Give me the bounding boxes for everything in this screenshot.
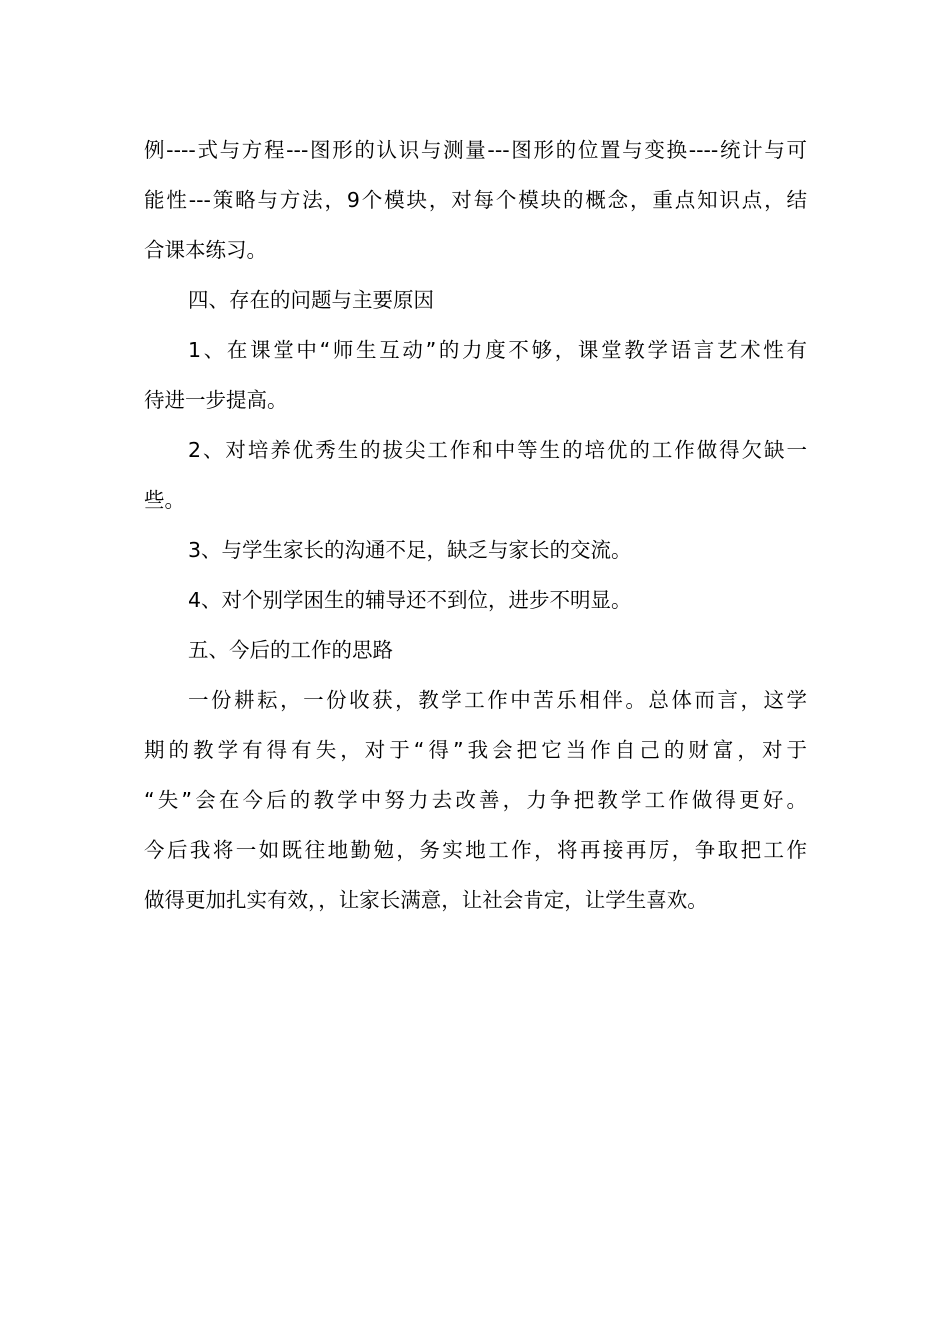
text-line: “失”会在今后的教学中努力去改善，力争把教学工作做得更好。 [144, 788, 807, 812]
list-item-1 [144, 325, 807, 425]
text-line: 能性---策略与方法，9个模块，对每个模块的概念，重点知识点，结 [144, 188, 807, 212]
text-line: 例----式与方程---图形的认识与测量---图形的位置与变换----统计与可 [144, 138, 807, 162]
heading-line: 五、今后的工作的思路 [188, 638, 393, 662]
text-line: 做得更加扎实有效，，让家长满意，让社会肯定，让学生喜欢。 [144, 888, 708, 912]
heading-line: 四、存在的问题与主要原因 [188, 288, 434, 312]
document-page [144, 125, 807, 925]
text-line: 一份耕耘，一份收获，教学工作中苦乐相伴。总体而言，这学 [188, 688, 807, 712]
text-line: 合课本练习。 [144, 238, 267, 262]
list-item-4 [144, 575, 807, 625]
paragraph-conclusion [144, 675, 807, 925]
text-line: 1、在课堂中“师生互动”的力度不够，课堂教学语言艺术性有 [188, 338, 807, 362]
text-line: 3、与学生家长的沟通不足，缺乏与家长的交流。 [188, 538, 632, 562]
list-item-3 [144, 525, 807, 575]
text-line: 2、对培养优秀生的拔尖工作和中等生的培优的工作做得欠缺一 [188, 438, 807, 462]
text-line: 今后我将一如既往地勤勉，务实地工作，将再接再厉，争取把工作 [144, 838, 807, 862]
section-heading-future [144, 625, 807, 675]
text-line: 4、对个别学困生的辅导还不到位，进步不明显。 [188, 588, 632, 612]
section-heading-problems [144, 275, 807, 325]
text-line: 些。 [144, 488, 185, 512]
text-line: 期的教学有得有失，对于“得”我会把它当作自己的财富，对于 [144, 738, 807, 762]
paragraph-continuation [144, 125, 807, 275]
text-line: 待进一步提高。 [144, 388, 288, 412]
list-item-2 [144, 425, 807, 525]
